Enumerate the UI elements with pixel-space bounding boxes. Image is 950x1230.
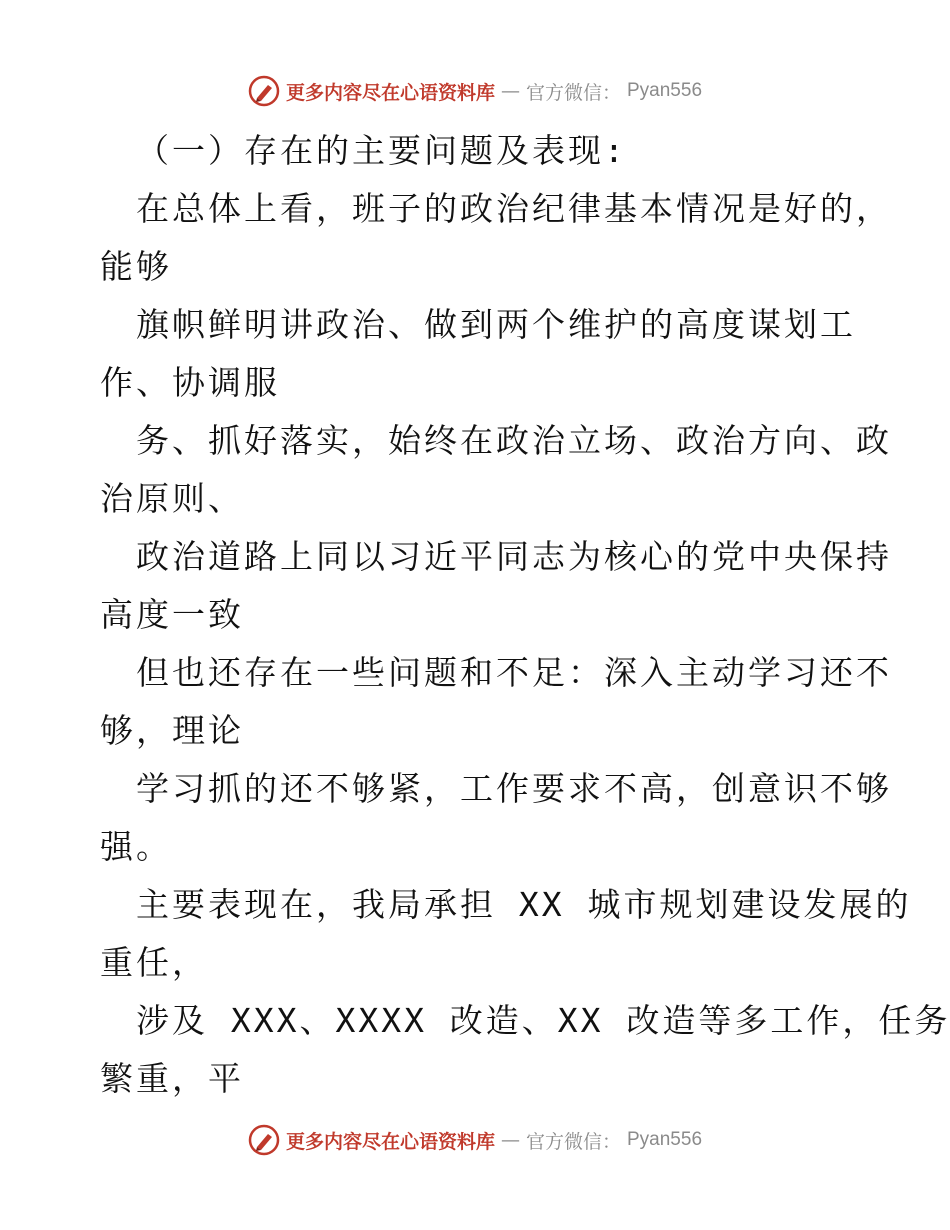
watermark-dash: —: [500, 1129, 520, 1151]
footer-watermark: [0, 1123, 950, 1157]
pen-logo-icon: [248, 1124, 280, 1156]
document-body: [100, 122, 950, 1108]
doc-line: （一）存在的主要问题及表现:: [136, 131, 627, 170]
watermark-wechat-label: 官方微信：: [525, 81, 621, 104]
doc-line: 涉及 XXX、XXXX 改造、XX 改造等多工作，任务: [136, 1001, 950, 1040]
watermark-wechat-id: Pyan556: [627, 80, 703, 101]
doc-line: 但也还存在一些问题和不足：深入主动学习还不: [136, 653, 892, 692]
doc-line: 够，理论: [100, 711, 244, 750]
doc-line: 学习抓的还不够紧，工作要求不高，创意识不够: [136, 769, 892, 808]
watermark-site-text: 更多内容尽在心语资料库: [285, 1130, 495, 1153]
doc-line: 主要表现在，我局承担 XX 城市规划建设发展的: [136, 885, 912, 924]
header-watermark: [0, 74, 950, 108]
watermark-wechat-label: 官方微信：: [525, 1130, 621, 1153]
doc-line: 在总体上看，班子的政治纪律基本情况是好的，: [136, 189, 892, 228]
doc-line: 政治道路上同以习近平同志为核心的党中央保持: [136, 537, 892, 576]
doc-line: 旗帜鲜明讲政治、做到两个维护的高度谋划工: [136, 305, 856, 344]
doc-line: 高度一致: [100, 595, 244, 634]
doc-line: 繁重，平: [100, 1059, 244, 1098]
watermark-wechat-id: Pyan556: [627, 1129, 703, 1150]
watermark-dash: —: [500, 80, 520, 102]
doc-line: 重任，: [100, 943, 208, 982]
doc-line: 治原则、: [100, 479, 244, 518]
doc-line: 强。: [100, 827, 172, 866]
doc-line: 作、协调服: [100, 363, 280, 402]
pen-logo-icon: [248, 75, 280, 107]
doc-line: 能够: [100, 247, 172, 286]
watermark-site-text: 更多内容尽在心语资料库: [285, 81, 495, 104]
doc-line: 务、抓好落实，始终在政治立场、政治方向、政: [136, 421, 892, 460]
